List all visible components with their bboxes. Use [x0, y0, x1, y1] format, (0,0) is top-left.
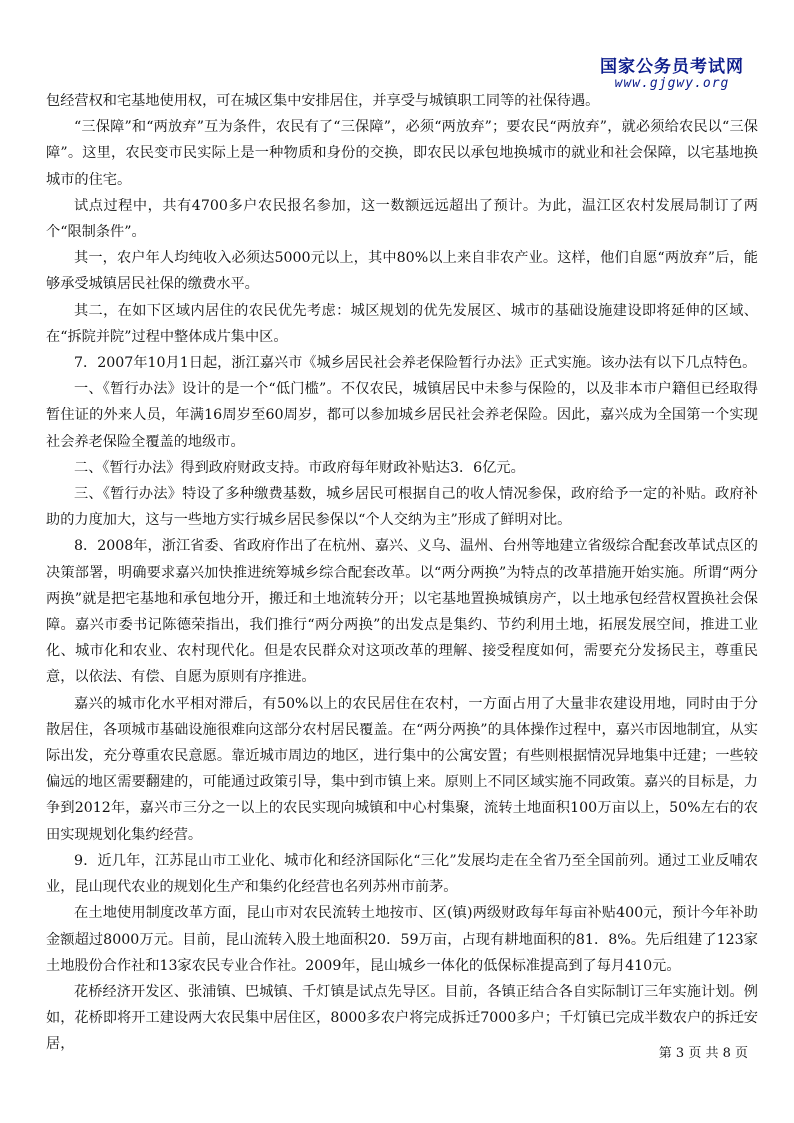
paragraph: 二、《暂行办法》得到政府财政支持。市政府每年财政补贴达3．6亿元。: [74, 459, 525, 476]
paragraph: 试点过程中，共有4700多户农民报名参加，这一数额远远超出了预计。为此，温江区农村发展局制订了两个“限制条件”。: [46, 197, 758, 241]
paragraph: 8．2008年，浙江省委、省政府作出了在杭州、嘉兴、义乌、温州、台州等地建立省级综合配套改革试点区的决策部署，明确要求嘉兴加快推进统筹城乡综合配套改革。以“两分两换”为特点的改革措施开始实施。所谓“两分两换”就是把宅基地和承包地分开，搬迁和土地流转分开；以宅基地置换城镇房产，以土地承包经营权置换社会保障。嘉兴市委书记陈德荣指出，我们推行“两分两换”的出发点是集约、节约利用土地，拓展发展空间，推进工业化、城市化和农业、农村现代化。但是农民群众对这项改革的理解、接受程度如何，需要充分发扬民主，尊重民意，以依法、有偿、自愿为原则有序推进。: [46, 538, 758, 686]
paragraph: “三保障”和“两放弃”互为条件，农民有了“三保障”，必须“两放弃”；要农民“两放弃”，就必须给农民以“三保障”。这里，农民变市民实际上是一种物质和身份的交换，即农民以承包地换城市的就业和社会保障，以宅基地换城市的住宅。: [46, 119, 758, 188]
paragraph: 嘉兴的城市化水平相对滞后，有50%以上的农民居住在农村，一方面占用了大量非农建设用地，同时由于分散居住，各项城市基础设施很难向这部分农村居民覆盖。在“两分两换”的具体操作过程中，嘉兴市因地制宜，从实际出发，充分尊重农民意愿。靠近城市周边的地区，进行集中的公寓安置；有些则根据情况异地集中迁建；一些较偏远的地区需要翻建的，可能通过政策引导，集中到市镇上来。原则上不同区域实施不同政策。嘉兴的目标是，力争到2012年，嘉兴市三分之一以上的农民实现向城镇和中心村集聚，流转土地面积100万亩以上，50%左右的农田实现规划化集约经营。: [46, 695, 758, 843]
paragraph: 9．近几年，江苏昆山市工业化、城市化和经济国际化“三化”发展均走在全省乃至全国前列。通过工业反哺农业，昆山现代农业的规划化生产和集约化经营也名列苏州市前茅。: [46, 852, 758, 896]
paragraph: 三、《暂行办法》特设了多种缴费基数，城乡居民可根据自己的收人情况参保，政府给予一定的补贴。政府补助的力度加大，这与一些地方实行城乡居民参保以“个人交纳为主”形成了鲜明对比。: [46, 486, 758, 529]
logo-url: www.gjgwy.org: [614, 76, 730, 91]
paragraph: 7．2007年10月1日起，浙江嘉兴市《城乡居民社会养老保险暂行办法》正式实施。该办法有以下几点特色。: [74, 355, 757, 372]
paragraph: 在土地使用制度改革方面，昆山市对农民流转土地按市、区(镇)两级财政每年每亩补贴400元，预计今年补助金额超过8000万元。目前，昆山流转入股土地面积20．59万亩，占现有耕地面积的81．8%。先后组建了123家土地股份合作社和13家农民专业合作社。2009年，昆山城乡一体化的低保标准提高到了每月410元。: [46, 905, 758, 974]
page-number: 第 3 页 共 8 页: [658, 1046, 748, 1061]
logo-title: 国家公务员考试网: [600, 57, 744, 77]
paragraph: 包经营权和宅基地使用权，可在城区集中安排居住，并享受与城镇职工同等的社保待遇。: [46, 93, 600, 109]
paragraph: 其二，在如下区域内居住的农民优先考虑：城区规划的优先发展区、城市的基础设施建设即将延伸的区域、在“拆院并院”过程中整体成片集中区。: [46, 302, 758, 345]
site-logo: [600, 52, 744, 91]
paragraph: 其一，农户年人均纯收入必须达5000元以上，其中80%以上来自非农产业。这样，他们自愿“两放弃”后，能够承受城镇居民社保的缴费水平。: [46, 250, 758, 293]
paragraph: 一、《暂行办法》设计的是一个“低门槛”。不仅农民，城镇居民中未参与保险的，以及非本市户籍但已经取得暂住证的外来人员，年满16周岁至60周岁，都可以参加城乡居民社会养老保险。因此，嘉兴成为全国第一个实现社会养老保险全覆盖的地级市。: [46, 381, 758, 450]
document-body: [46, 88, 758, 1058]
paragraph: 花桥经济开发区、张浦镇、巴城镇、千灯镇是试点先导区。目前，各镇正结合各自实际制订三年实施计划。例如，花桥即将开工建设两大农民集中居住区，8000多农户将完成拆迁7000多户；千灯镇已完成半数农户的拆迁安居，: [46, 983, 758, 1053]
